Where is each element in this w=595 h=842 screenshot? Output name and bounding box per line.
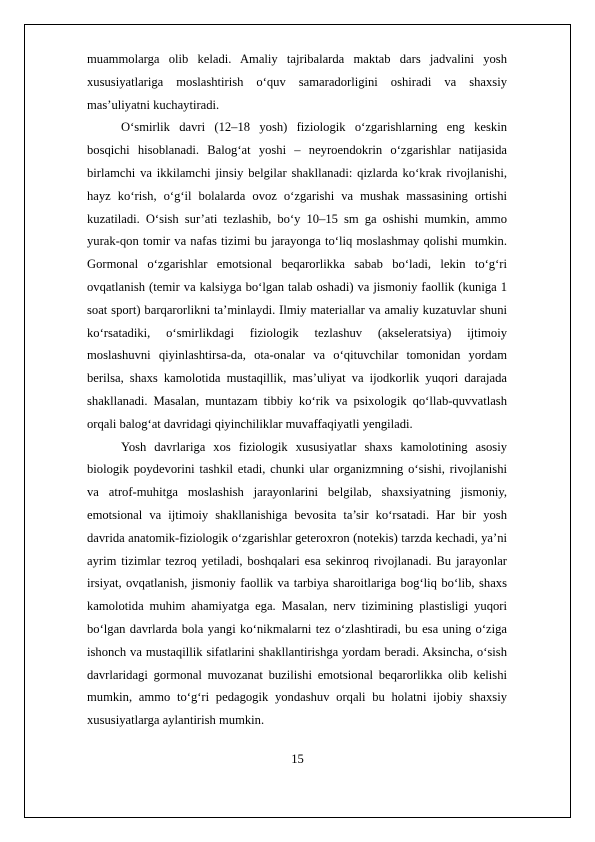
paragraph-continuation: muammolarga olib keladi. Amaliy tajribalarda maktab dars jadvalini yosh xususiyatlariga moslashtirish o‘quv samaradorligini oshiradi va shaxsiy mas’uliyatni kuchaytiradi.: [87, 52, 507, 112]
document-body: [87, 48, 507, 732]
page-number: 15: [291, 752, 304, 766]
paragraph-age-physiology: Yosh davrlariga xos fiziologik xususiyatlar shaxs kamolotining asosiy biologik poydevorini tashkil etadi, chunki ular organizmning o‘sishi, rivojlanishi va atrof-muhitga moslashish jarayonlarini belgilab, shaxsiyatning jismoniy, emotsional va ijtimoiy shakllanishiga bevosita ta’sir ko‘rsatadi. Har bir yosh davrida anatomik-fiziologik o‘zgarishlar geteroxron (notekis) tarzda kechadi, ya’ni ayrim tizimlar tezroq yetiladi, boshqalari esa sekinroq rivojlanadi. Bu jarayonlar irsiyat, ovqatlanish, jismoniy faollik va tarbiya sharoitlariga bog‘liq bo‘lib, shaxs kamolotida muhim ahamiyatga ega. Masalan, nerv tizimining plastisligi yuqori bo‘lgan davrlarda bola yangi ko‘nikmalarni tez o‘zlashtiradi, bu esa uning o‘ziga ishonch va mustaqillik sifatlarini shakllantirishga yordam beradi. Aksincha, o‘sish davrlaridagi gormonal muvozanat buzilishi emotsional beqarorlikka olib kelishi mumkin, ammo to‘g‘ri pedagogik yondashuv orqali bu holatni ijobiy shaxsiy xususiyatlarga aylantirish mumkin.: [87, 439, 507, 728]
paragraph-adolescence: O‘smirlik davri (12–18 yosh) fiziologik o‘zgarishlarning eng keskin bosqichi hisoblanadi. Balog‘at yoshi – neyroendokrin o‘zgarishlar natijasida birlamchi va ikkilamchi jinsiy belgilar shakllanadi: qizlarda ko‘krak rivojlanishi, hayz ko‘rish, o‘g‘il bolalarda ovoz o‘zgarishi va mushak massasining ortishi kuzatiladi. O‘sish sur’ati tezlashib, bo‘y 10–15 sm ga oshishi mumkin, ammo yurak-qon tomir va nafas tizimi bu jarayonga to‘liq moslashmay qolishi mumkin. Gormonal o‘zgarishlar emotsional beqarorlikka sabab bo‘ladi, lekin to‘g‘ri ovqatlanish (temir va kalsiyga bo‘lgan talab oshadi) va jismoniy faollik (kuniga 1 soat sport) barqarorlikni ta’minlaydi. Ilmiy materiallar va amaliy kuzatuvlar shuni ko‘rsatadiki, o‘smirlikdagi fiziologik tezlashuv (akseleratsiya) ijtimoiy moslashuvni qiyinlashtirsa-da, ota-onalar va o‘qituvchilar tomonidan yordam berilsa, shaxs kamolotida mustaqillik, mas’uliyat va ijodkorlik yuqori darajada shakllanadi. Masalan, muntazam tibbiy ko‘rik va psixologik qo‘llab-quvvatlash orqali balog‘at davridagi qiyinchiliklar muvaffaqiyatli yengiladi.: [87, 120, 507, 431]
